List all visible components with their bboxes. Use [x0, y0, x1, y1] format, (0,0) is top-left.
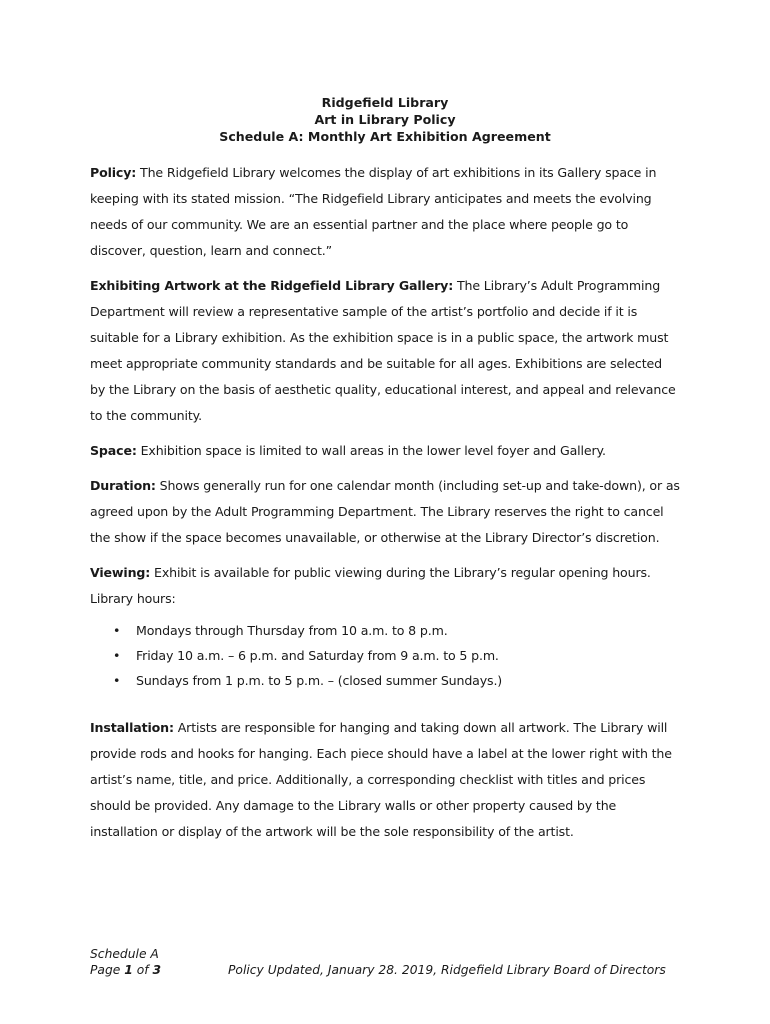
- page-total: 3: [152, 963, 162, 977]
- document-header: [0, 94, 770, 145]
- of-word: of: [136, 963, 149, 977]
- space-paragraph: [90, 438, 680, 464]
- page-number: 1: [124, 963, 133, 977]
- installation-label: Installation:: [90, 720, 174, 735]
- document-body: [90, 160, 680, 854]
- policy-updated-note: Policy Updated, January 28. 2019, Ridgefield Library Board of Directors: [228, 963, 666, 977]
- exhibiting-label: Exhibiting Artwork at the Ridgefield Library Gallery:: [90, 278, 454, 293]
- space-text: Exhibition space is limited to wall areas in the lower level foyer and Gallery.: [136, 443, 606, 458]
- duration-text: Shows generally run for one calendar month (including set-up and take-down), or as agreed upon by the Adult Programming Department. The Library reserves the right to cancel the show if the space becomes unavailable, or otherwise at the Library Director’s discretion.: [90, 478, 680, 545]
- viewing-label: Viewing:: [90, 565, 151, 580]
- policy-paragraph: [90, 160, 680, 264]
- library-hours-list: [90, 618, 680, 693]
- footer-schedule: Schedule A: [90, 947, 159, 961]
- policy-label: Policy:: [90, 165, 137, 180]
- viewing-text: Exhibit is available for public viewing during the Library’s regular opening hours. Library hours:: [90, 565, 651, 606]
- library-name: Ridgefield Library: [321, 95, 449, 110]
- page-word: Page: [90, 963, 121, 977]
- page-footer: [90, 946, 690, 978]
- schedule-title: Schedule A: Monthly Art Exhibition Agreement: [219, 129, 551, 144]
- list-item: • Mondays through Thursday from 10 a.m. to 8 p.m.: [90, 618, 680, 643]
- space-label: Space:: [90, 443, 137, 458]
- policy-title: Art in Library Policy: [314, 112, 456, 127]
- list-item: • Sundays from 1 p.m. to 5 p.m. – (closed summer Sundays.): [90, 668, 680, 693]
- exhibiting-paragraph: [90, 273, 680, 429]
- installation-paragraph: [90, 715, 680, 845]
- duration-label: Duration:: [90, 478, 156, 493]
- policy-text: The Ridgefield Library welcomes the display of art exhibitions in its Gallery space in keeping with its stated mission. “The Ridgefield Library anticipates and meets the evolving needs of our community. We are an essential partner and the place where people go to discover, question, learn and connect.”: [90, 165, 657, 258]
- viewing-paragraph: [90, 560, 680, 612]
- exhibiting-text: The Library’s Adult Programming Department will review a representative sample of the artist’s portfolio and decide if it is suitable for a Library exhibition. As the exhibition space is in a public space, the artwork must meet appropriate community standards and be suitable for all ages. Exhibitions are selected by the Library on the basis of aesthetic quality, educational interest, and appeal and relevance to the community.: [90, 278, 676, 423]
- duration-paragraph: [90, 473, 680, 551]
- list-item: • Friday 10 a.m. – 6 p.m. and Saturday from 9 a.m. to 5 p.m.: [90, 643, 680, 668]
- installation-text: Artists are responsible for hanging and taking down all artwork. The Library will provide rods and hooks for hanging. Each piece should have a label at the lower right with the artist’s name, title, and price. Additionally, a corresponding checklist with titles and prices should be provided. Any damage to the Library walls or other property caused by the installation or display of the artwork will be the sole responsibility of the artist.: [90, 720, 672, 839]
- page-indicator: [90, 962, 690, 978]
